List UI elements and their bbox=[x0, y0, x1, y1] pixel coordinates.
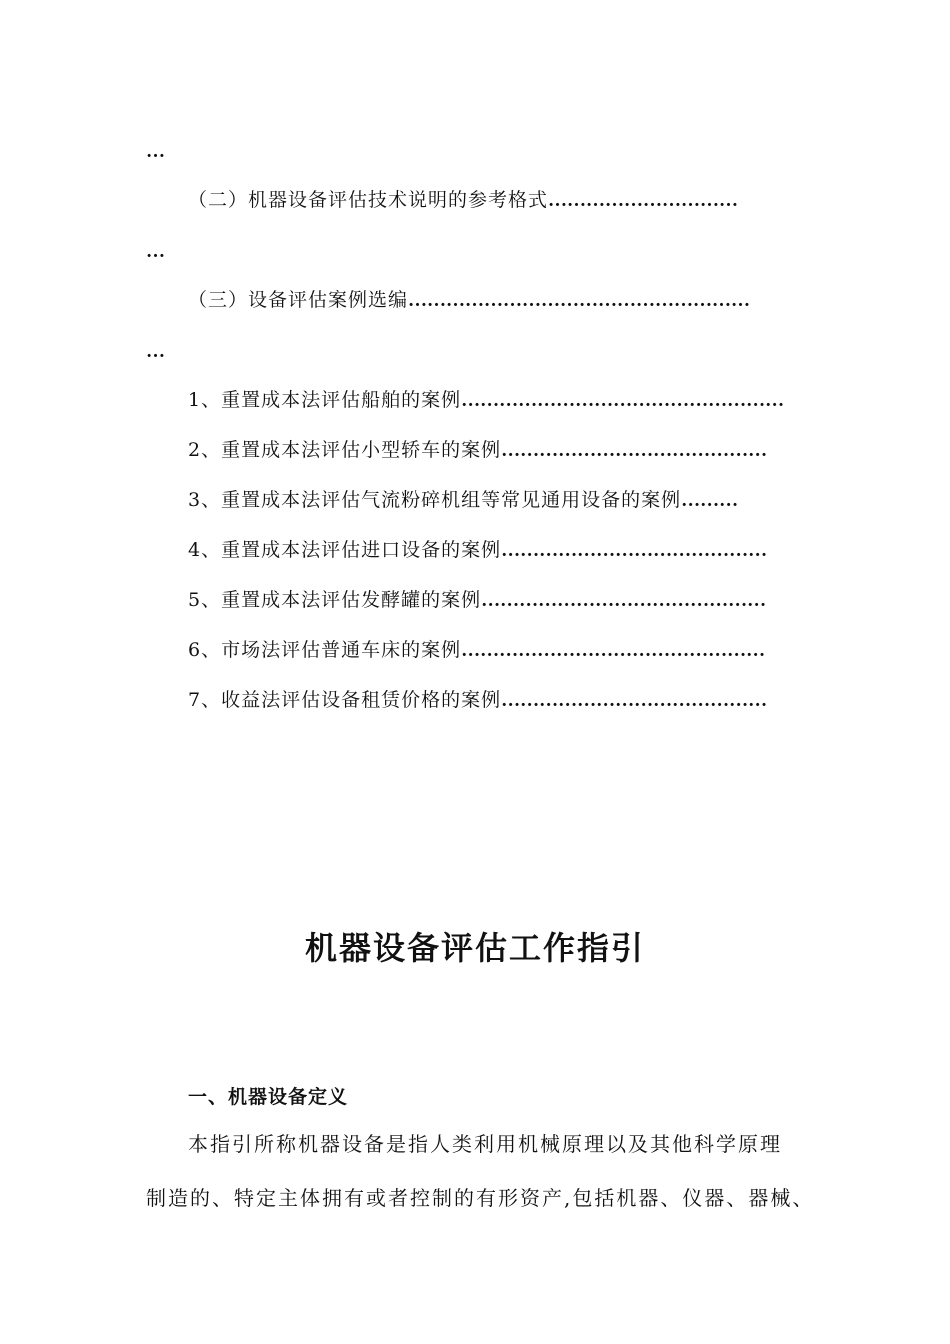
toc-case-item bbox=[188, 688, 767, 713]
toc-entry-case-selection bbox=[188, 288, 750, 313]
document-title: 机器设备评估工作指引 bbox=[304, 929, 645, 967]
toc-dot-leader: ………………………… bbox=[548, 190, 739, 211]
toc-case-label: 3、重置成本法评估气流粉碎机组等常见通用设备的案例 bbox=[188, 489, 682, 511]
toc-entry-label: （二）机器设备评估技术说明的参考格式 bbox=[188, 189, 549, 211]
toc-continuation-dots: … bbox=[146, 341, 165, 362]
toc-dot-leader: …………………………………… bbox=[501, 540, 768, 561]
toc-continuation-dots: … bbox=[146, 241, 165, 262]
toc-case-label: 4、重置成本法评估进口设备的案例 bbox=[188, 539, 502, 561]
toc-dot-leader: ……… bbox=[681, 490, 739, 511]
toc-case-item bbox=[188, 638, 765, 663]
toc-case-item bbox=[188, 538, 767, 563]
toc-case-item bbox=[188, 488, 738, 513]
toc-entry-label: （三）设备评估案例选编 bbox=[188, 289, 409, 311]
toc-dot-leader: …………………………………… bbox=[501, 690, 768, 711]
toc-case-label: 2、重置成本法评估小型轿车的案例 bbox=[188, 439, 502, 461]
toc-dot-leader: ……………………………………………… bbox=[408, 290, 751, 311]
toc-case-item bbox=[188, 388, 784, 413]
toc-case-item bbox=[188, 438, 767, 463]
toc-dot-leader: ………………………………………… bbox=[461, 640, 766, 661]
paragraph-line: 制造的、特定主体拥有或者控制的有形资产,包括机器、仪器、器械、 bbox=[146, 1186, 815, 1210]
toc-entry-technical-description-format bbox=[188, 188, 738, 213]
toc-dot-leader: ……………………………………… bbox=[481, 590, 767, 611]
paragraph-line: 本指引所称机器设备是指人类利用机械原理以及其他科学原理 bbox=[188, 1132, 782, 1156]
toc-case-label: 5、重置成本法评估发酵罐的案例 bbox=[188, 589, 482, 611]
section-heading: 一、机器设备定义 bbox=[188, 1086, 349, 1108]
toc-case-label: 1、重置成本法评估船舶的案例 bbox=[188, 389, 462, 411]
toc-case-label: 7、收益法评估设备租赁价格的案例 bbox=[188, 689, 502, 711]
toc-case-item bbox=[188, 588, 766, 613]
toc-case-label: 6、市场法评估普通车床的案例 bbox=[188, 639, 462, 661]
toc-dot-leader: …………………………………… bbox=[501, 440, 768, 461]
toc-dot-leader: …………………………………………… bbox=[461, 390, 785, 411]
toc-continuation-dots: … bbox=[146, 141, 165, 162]
